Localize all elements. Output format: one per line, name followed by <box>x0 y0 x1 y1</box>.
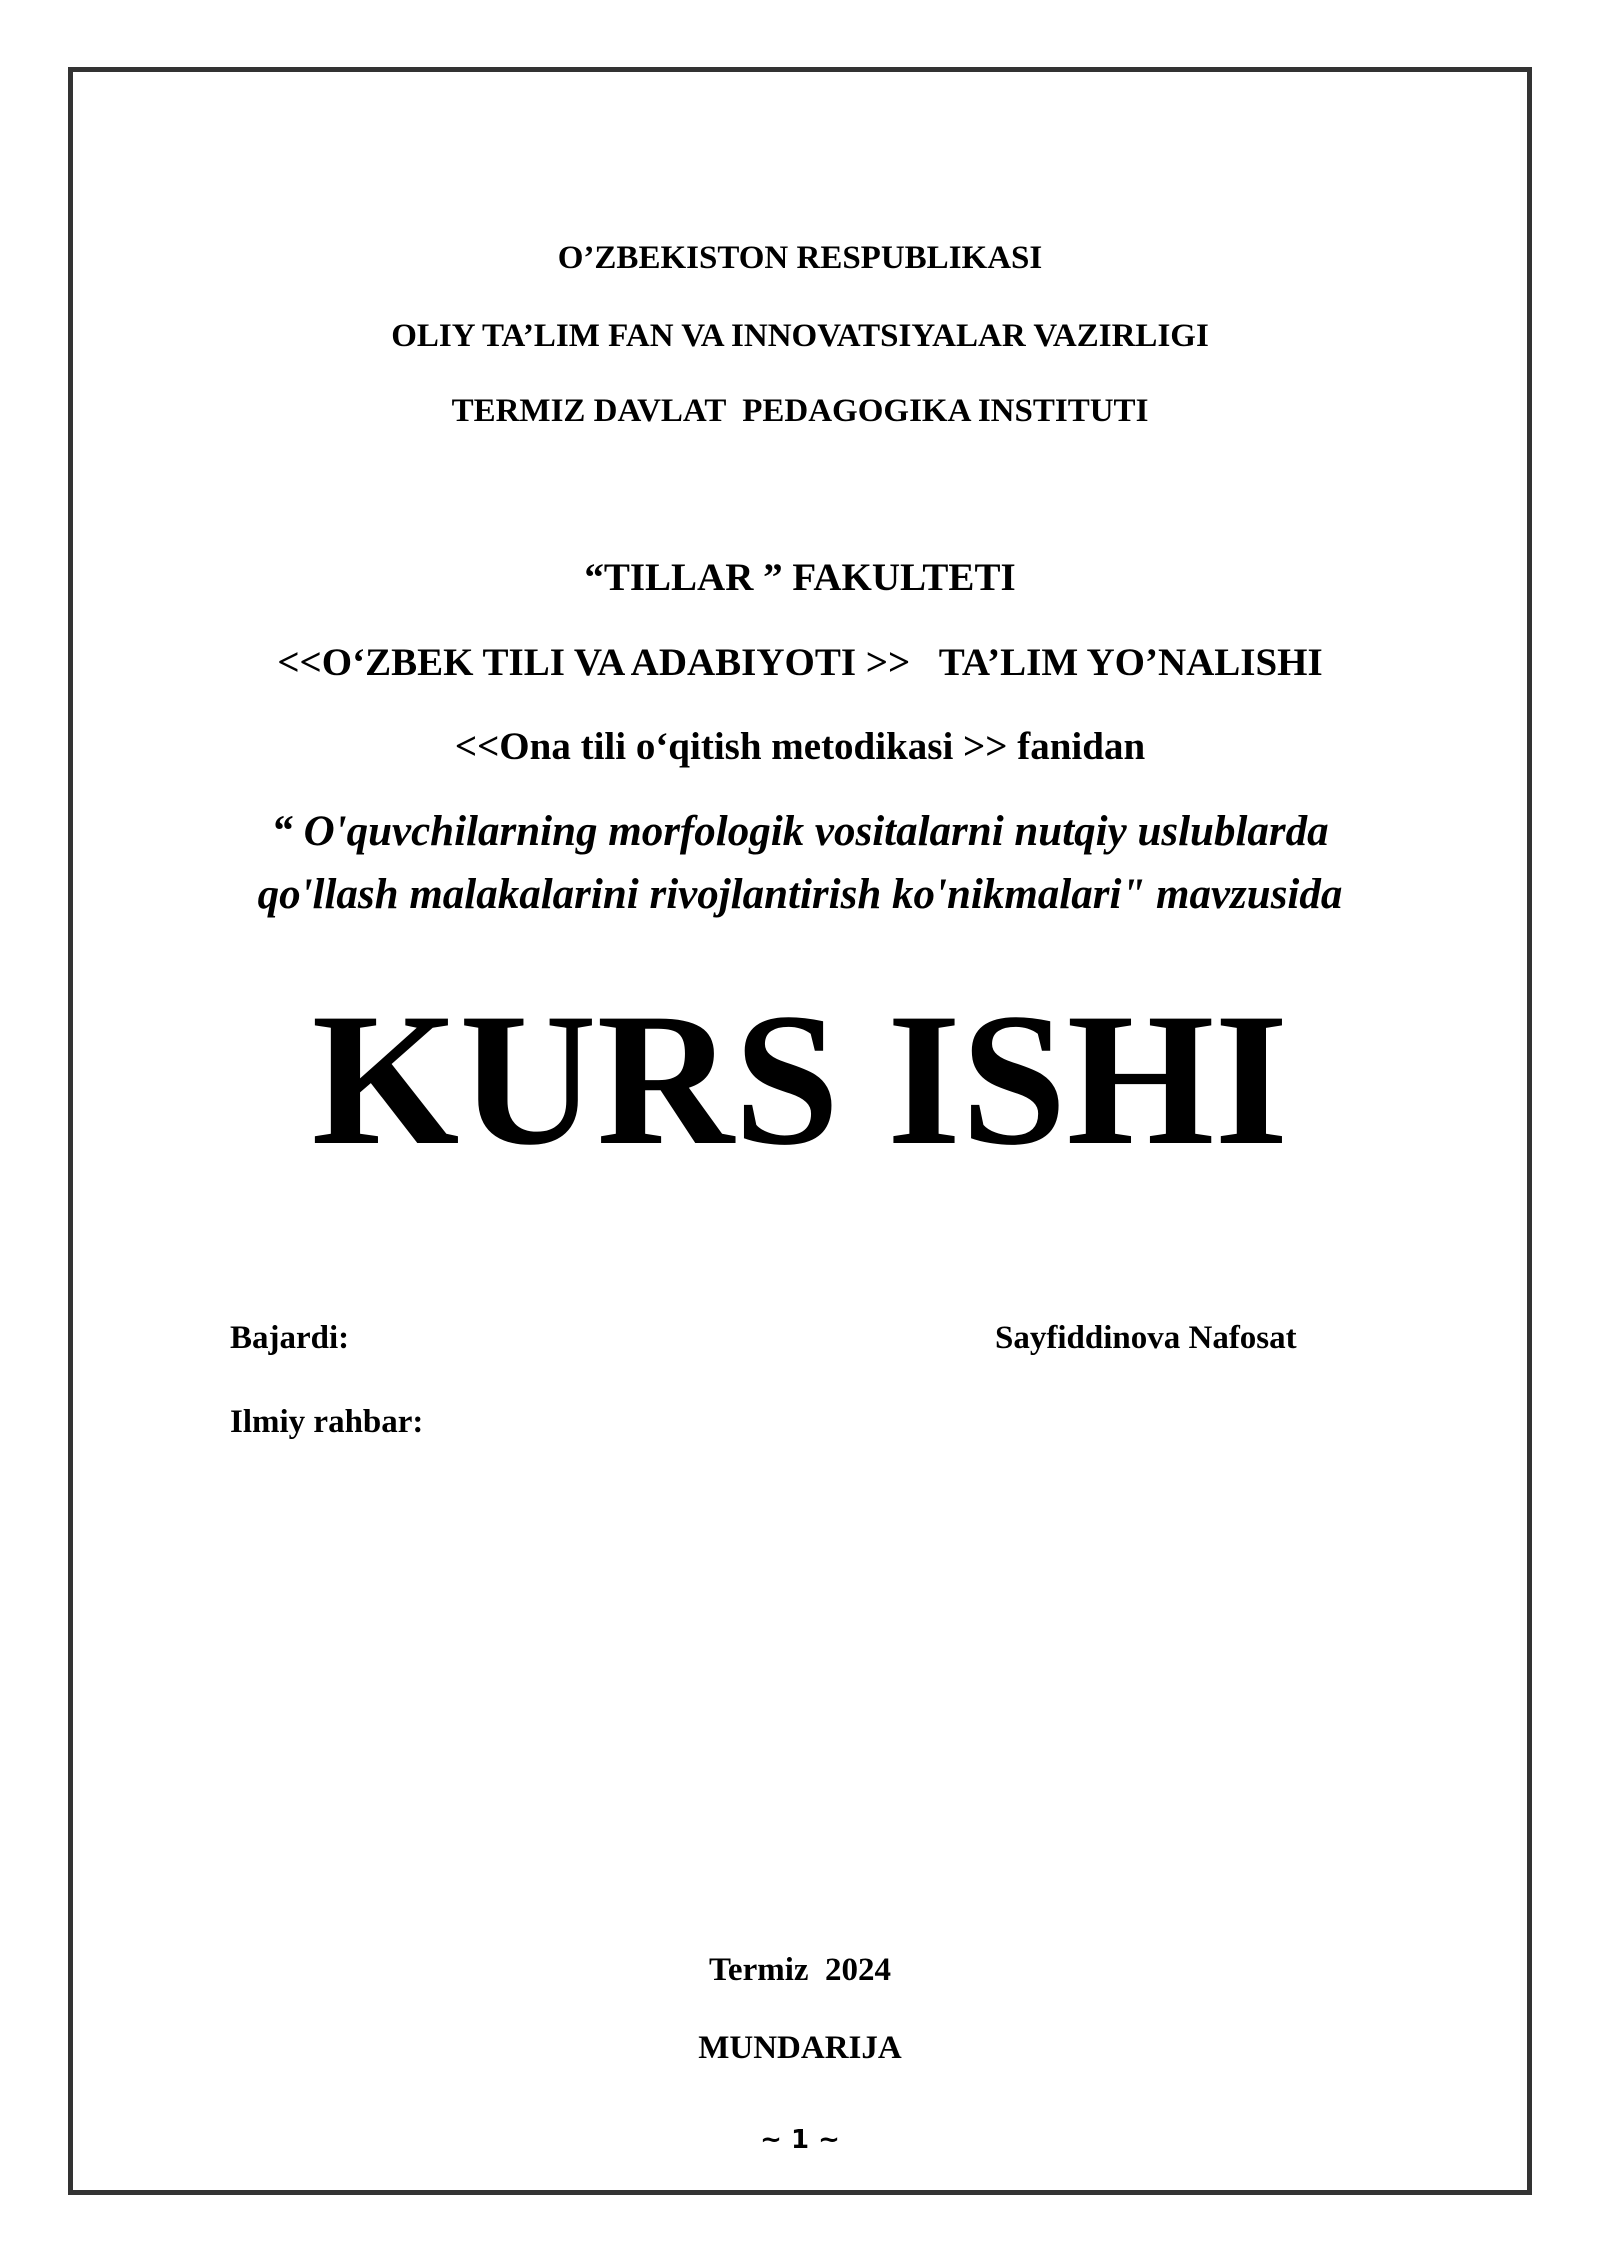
performer-label: Bajardi: <box>230 1320 350 1356</box>
faculty-name: “TILLAR ” FAKULTETI <box>584 556 1016 599</box>
institute-title: TERMIZ DAVLAT PEDAGOGIKA INSTITUTI <box>451 393 1149 429</box>
country-title: O’ZBEKISTON RESPUBLIKASI <box>557 240 1043 276</box>
document-title: KURS ISHI <box>311 975 1289 1185</box>
place-and-year: Termiz 2024 <box>708 1952 892 1988</box>
performer-name: Sayfiddinova Nafosat <box>995 1320 1297 1356</box>
subject-name: <<Ona tili o‘qitish metodikasi >> fanidan <box>454 725 1146 768</box>
topic-line-1: “ O'quvchilarning morfologik vositalarni nutqiy uslublarda <box>271 808 1329 855</box>
supervisor-label: Ilmiy rahbar: <box>230 1404 424 1440</box>
page-number: ~ 1 ~ <box>760 2125 840 2155</box>
education-direction: <<O‘ZBEK TILI VA ADABIYOTI >> TA’LIM YO’NALISHI <box>277 641 1323 684</box>
topic-line-2: qo'llash malakalarini rivojlantirish ko'nikmalari" mavzusida <box>257 871 1343 918</box>
contents-heading: MUNDARIJA <box>698 2030 902 2066</box>
ministry-title: OLIY TA’LIM FAN VA INNOVATSIYALAR VAZIRLIGI <box>391 318 1209 354</box>
